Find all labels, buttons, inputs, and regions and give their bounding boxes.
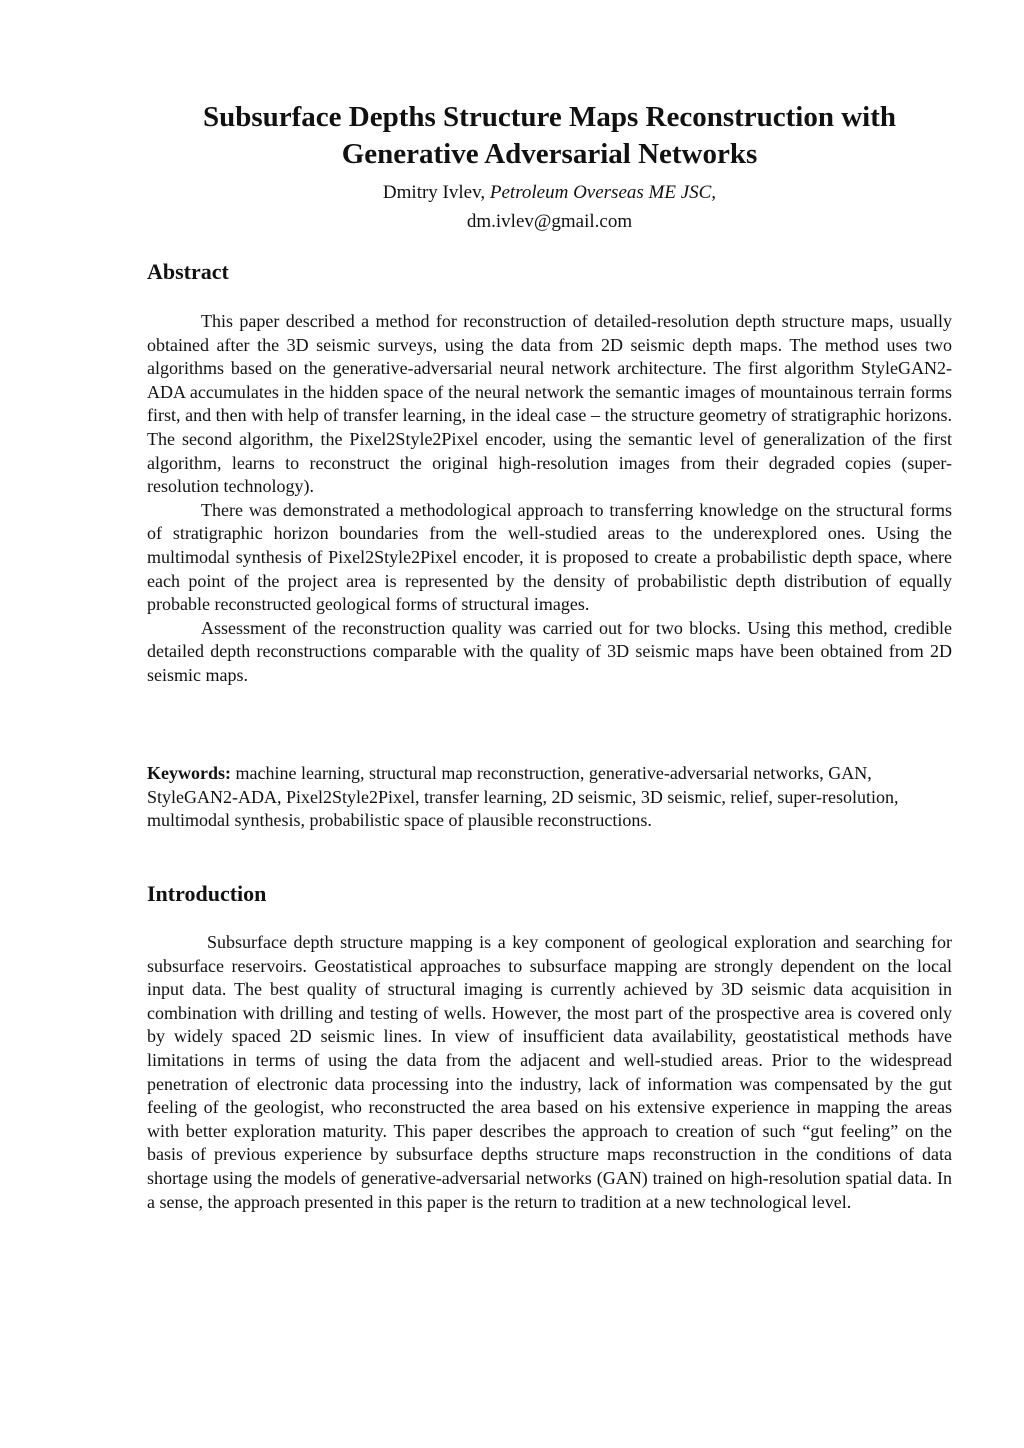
- introduction-body: [147, 931, 952, 1214]
- abstract-paragraph: This paper described a method for reconstruction of detailed-resolution depth structure maps, usually obtained after the 3D seismic surveys, using the data from 2D seismic depth maps. The method uses two algorithms based on the generative-adversarial neural network architecture. The first algorithm StyleGAN2-ADA accumulates in the hidden space of the neural network the semantic images of mountainous terrain forms first, and then with help of transfer learning, in the ideal case – the structure geometry of stratigraphic horizons. The second algorithm, the Pixel2Style2Pixel encoder, using the semantic level of generalization of the first algorithm, learns to reconstruct the original high-resolution images from their degraded copies (super-resolution technology).: [147, 311, 952, 497]
- author-email: dm.ivlev@gmail.com: [466, 211, 633, 232]
- keywords-block: [147, 762, 952, 833]
- introduction-paragraph: Subsurface depth structure mapping is a key component of geological exploration and searching for subsurface reservoirs. Geostatistical approaches to subsurface mapping are strongly dependent on the local input data. The best quality of structural imaging is currently achieved by 3D seismic data acquisition in combination with drilling and testing of wells. However, the most part of the prospective area is covered only by widely spaced 2D seismic lines. In view of insufficient data availability, geostatistical methods have limitations in terms of using the data from the adjacent and well-studied areas. Prior to the widespread penetration of electronic data processing into the industry, lack of information was compensated by the gut feeling of the geologist, who reconstructed the area based on his extensive experience in mapping the areas with better exploration maturity. This paper describes the approach to creation of such “gut feeling” on the basis of previous experience by subsurface depths structure maps reconstruction in the conditions of data shortage using the models of generative-adversarial networks (GAN) trained on high-resolution spatial data. In a sense, the approach presented in this paper is the return to tradition at a new technological level.: [147, 932, 952, 1212]
- abstract-heading: Abstract: [147, 259, 229, 284]
- introduction-heading: Introduction: [147, 881, 267, 906]
- keywords-label: Keywords:: [147, 763, 231, 783]
- paper-title: Subsurface Depths Structure Maps Reconstruction with Generative Adversarial Networks: [202, 101, 897, 170]
- abstract-paragraph: There was demonstrated a methodological approach to transferring knowledge on the structural forms of stratigraphic horizon boundaries from the well-studied areas to the underexplored ones. Using the multimodal synthesis of Pixel2Style2Pixel encoder, it is proposed to create a probabilistic depth space, where each point of the project area is represented by the density of probabilistic depth distribution of equally probable reconstructed geological forms of structural images.: [147, 499, 952, 615]
- author-name: Dmitry Ivlev,: [382, 182, 486, 203]
- keywords-text: machine learning, structural map reconstruction, generative-adversarial networks, GAN, StyleGAN2-ADA, Pixel2Style2Pixel, transfer learning, 2D seismic, 3D seismic, relief, super-resolution, multimodal synthesis, probabilistic space of plausible reconstructions.: [147, 763, 899, 831]
- abstract-paragraph: Assessment of the reconstruction quality was carried out for two blocks. Using this method, credible detailed depth reconstructions comparable with the quality of 3D seismic maps have been obtained from 2D seismic maps.: [147, 617, 952, 685]
- author-affiliation: Petroleum Overseas ME JSC,: [489, 182, 717, 203]
- abstract-body: [147, 310, 952, 688]
- author-line: [147, 181, 952, 205]
